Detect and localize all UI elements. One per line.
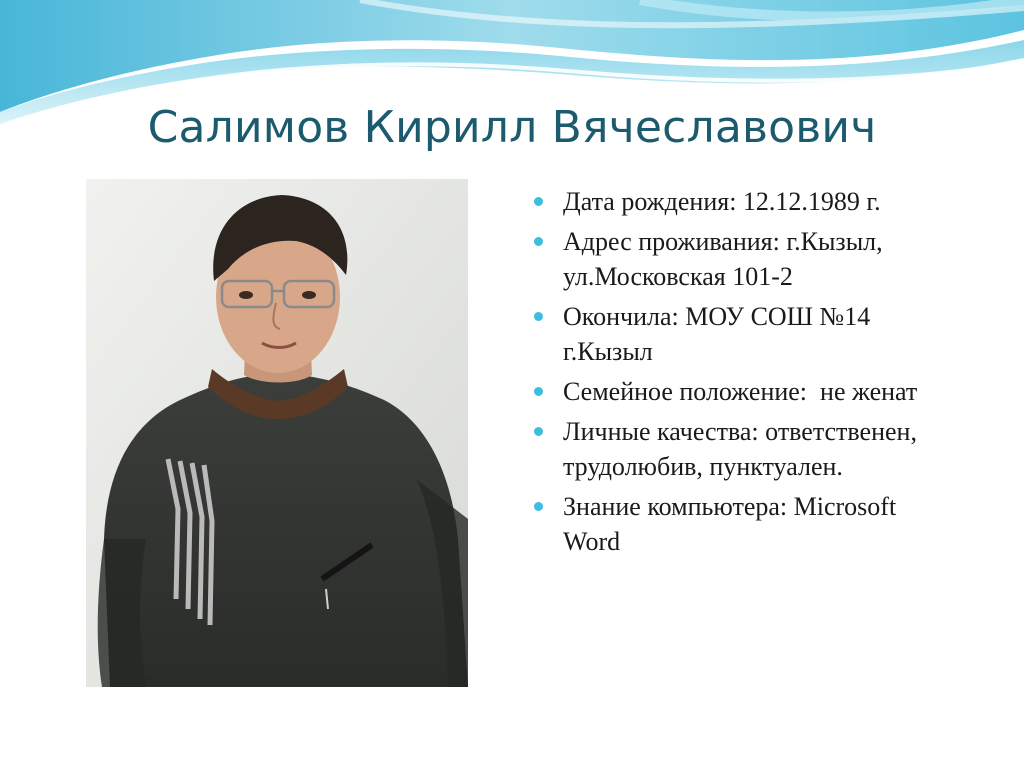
fact-value: г.Кызыл, ул.Московская 101-2 <box>563 227 890 291</box>
fact-computer-skills <box>528 489 958 559</box>
bullet-icon <box>534 237 543 246</box>
portrait-image <box>86 179 468 687</box>
slide-title: Салимов Кирилл Вячеславович <box>147 102 877 153</box>
fact-value: не женат <box>807 377 918 406</box>
bullet-icon <box>534 312 543 321</box>
fact-label: Адрес проживания: <box>563 227 780 256</box>
fact-value: ответственен, трудолюбив, пунктуален. <box>563 417 924 481</box>
fact-value: МОУ СОШ №14 г.Кызыл <box>563 302 877 366</box>
person-photo <box>86 179 468 687</box>
fact-education <box>528 299 958 369</box>
fact-personal-qualities <box>528 414 958 484</box>
fact-birth-date <box>528 184 958 219</box>
fact-label: Личные качества: <box>563 417 759 446</box>
fact-marital-status <box>528 374 958 409</box>
bullet-icon <box>534 387 543 396</box>
fact-value: Microsoft Word <box>563 492 903 556</box>
bullet-icon <box>534 197 543 206</box>
fact-address <box>528 224 958 294</box>
bullet-icon <box>534 427 543 436</box>
fact-label: Семейное положение: <box>563 377 808 406</box>
fact-value: 12.12.1989 г. <box>736 187 881 216</box>
bullet-icon <box>534 502 543 511</box>
fact-label: Дата рождения: <box>563 187 737 216</box>
facts-list <box>528 184 958 564</box>
fact-label: Окончила: <box>563 302 679 331</box>
fact-label: Знание компьютера: <box>563 492 788 521</box>
